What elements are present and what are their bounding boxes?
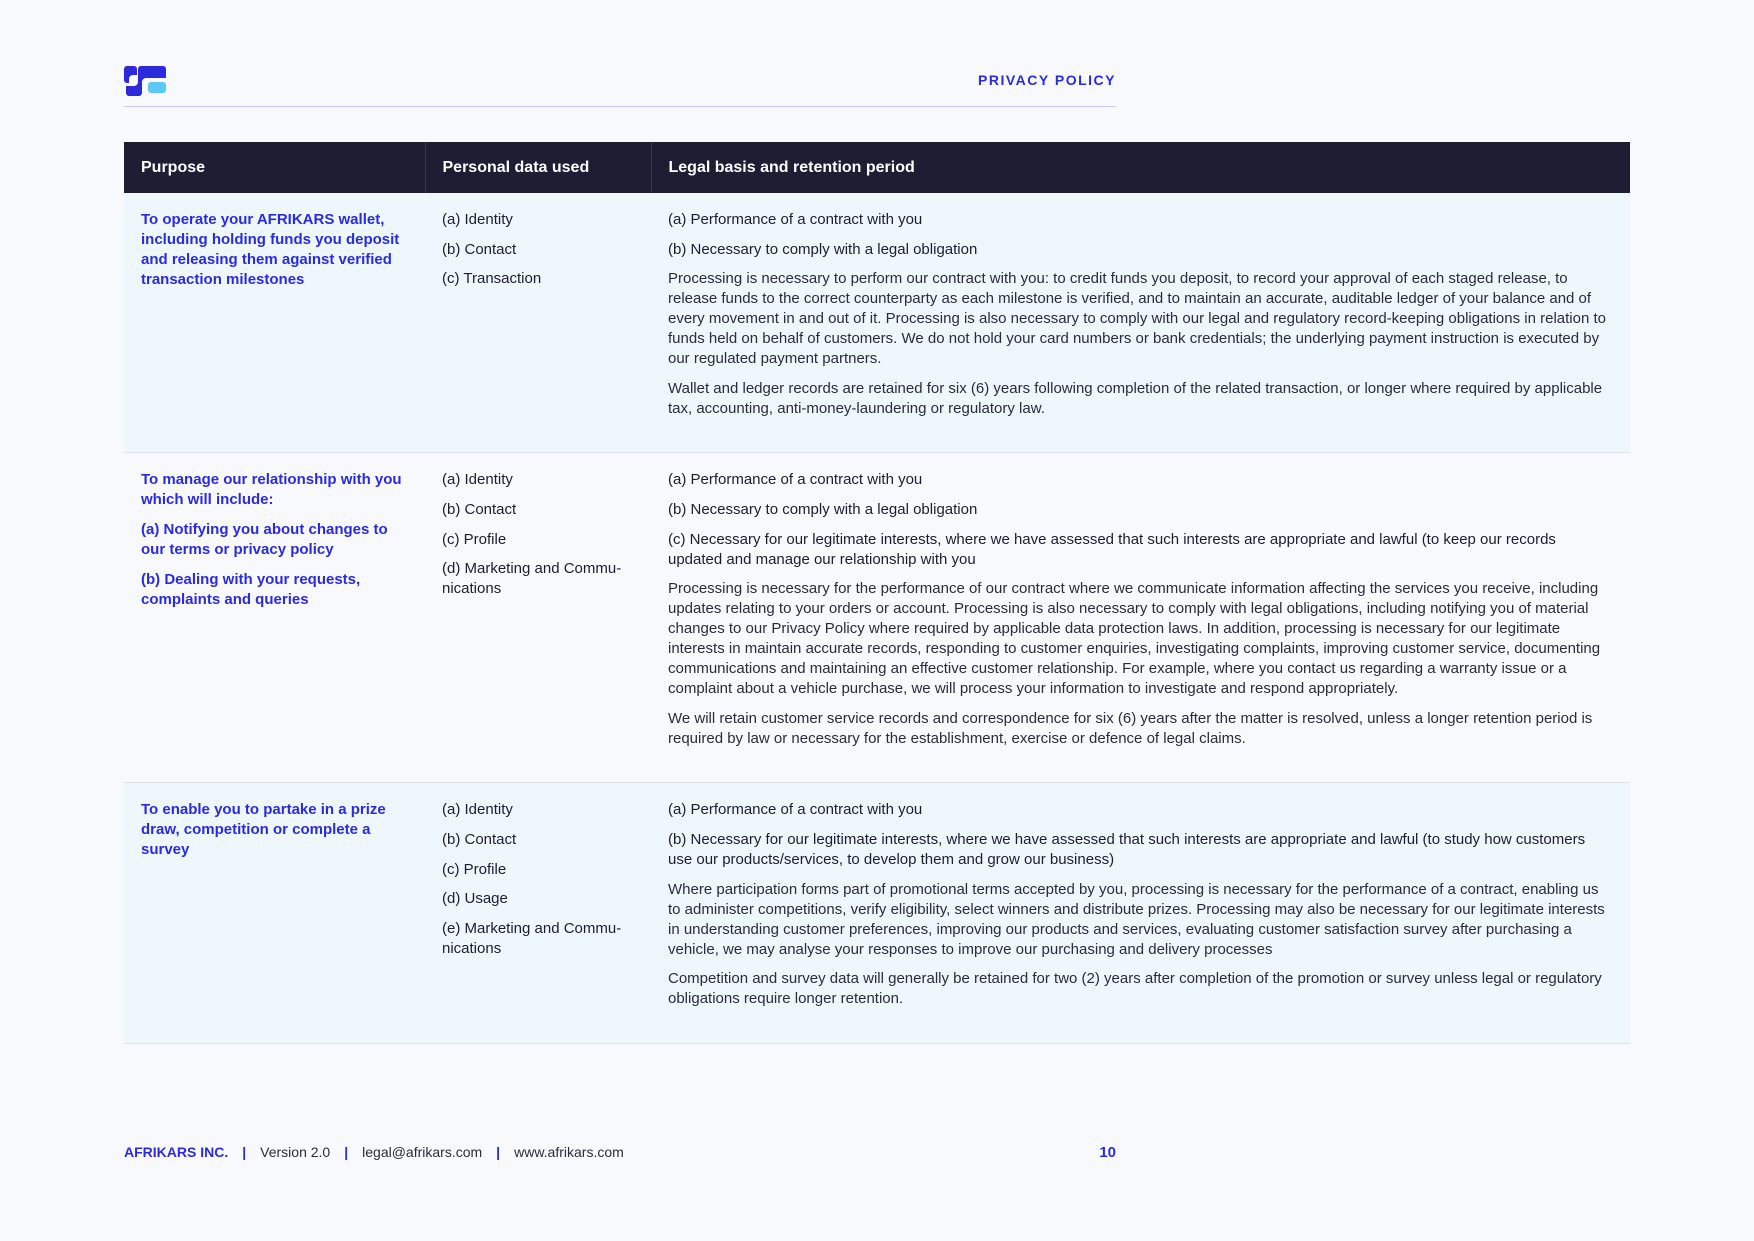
legal-basis-item: (c) Necessary for our legitimate interests, where we have assessed that such interests are appropriate and lawful (to keep our records updated and manage our relationship with you — [668, 530, 1556, 568]
personal-data-cell — [425, 193, 651, 453]
purpose-cell — [124, 783, 425, 1043]
column-header-personal-data: Personal data used — [425, 142, 651, 193]
personal-data-cell — [425, 453, 651, 783]
footer-email-link[interactable]: legal@afrikars.com — [362, 1144, 483, 1160]
column-header-legal-basis: Legal basis and retention period — [651, 142, 1630, 193]
purpose-text: (b) Dealing with your requests, complaints and queries — [141, 571, 361, 609]
retention-period: Competition and survey data will generally be retained for two (2) years after completion of the promotion or survey unless legal or regulatory obligations require longer retention. — [668, 970, 1602, 1008]
footer-separator: | — [496, 1144, 501, 1160]
data-category: (a) Identity — [442, 471, 513, 489]
retention-period: Wallet and ledger records are retained for six (6) years following completion of the related transaction, or longer where required by applicable tax, accounting, anti-money-laundering or regulatory law. — [668, 379, 1603, 417]
legal-basis-cell — [651, 453, 1630, 783]
footer-separator: | — [242, 1144, 247, 1160]
data-category: (c) Profile — [442, 860, 507, 878]
purpose-cell — [124, 453, 425, 783]
legal-basis-item: (a) Performance of a contract with you — [668, 471, 923, 489]
legal-basis-cell — [651, 783, 1630, 1043]
data-category: (d) Usage — [442, 890, 508, 908]
legal-basis-item: (b) Necessary to comply with a legal obligation — [668, 240, 978, 258]
data-category: (b) Contact — [442, 830, 517, 848]
legal-basis-item: (b) Necessary to comply with a legal obligation — [668, 500, 978, 518]
data-category: (b) Contact — [442, 500, 517, 518]
purpose-text: To operate your AFRIKARS wallet, including holding funds you deposit and releasing them against verified transaction milestones — [141, 211, 400, 288]
data-category: (a) Identity — [442, 211, 513, 228]
retention-period: We will retain customer service records and correspondence for six (6) years after the matter is resolved, unless a longer retention period is required by law or necessary for the establishment, exercise or defence of legal claims. — [668, 709, 1593, 747]
page-header — [124, 62, 1116, 107]
legal-explanation: Where participation forms part of promotional terms accepted by you, processing is necessary for the performance of a contract, enabling us to administer competitions, verify eligibility, select winners and distribute prizes. Processing may also be necessary for our legitimate interests in understanding customer preferences, improving our products and services, evaluating customer satisfaction survey after purchasing a vehicle, we may analyse your responses to improve our purchasing and delivery processes — [668, 880, 1605, 958]
legal-basis-item: (a) Performance of a contract with you — [668, 211, 923, 228]
legal-basis-cell — [651, 193, 1630, 453]
purpose-cell — [124, 193, 425, 453]
purpose-table — [124, 142, 1630, 1044]
column-header-purpose: Purpose — [124, 142, 425, 193]
legal-basis-item: (a) Performance of a contract with you — [668, 801, 923, 819]
page-number: 10 — [1099, 1144, 1116, 1161]
footer-version: Version 2.0 — [260, 1144, 331, 1160]
data-category: (d) Marketing and Commu-nications — [442, 560, 622, 598]
data-category: (c) Profile — [442, 530, 507, 548]
personal-data-cell — [425, 783, 651, 1043]
table-row — [124, 193, 1630, 453]
legal-explanation: Processing is necessary to perform our contract with you: to credit funds you deposit, to record your approval of each staged release, to release funds to the correct counterparty as each milestone is verified, and to maintain an accurate, auditable ledger of your balance and of every movement in and out of it. Processing is also necessary to comply with our legal and regulatory record-keeping obligations in relation to funds held on behalf of customers. We do not hold your card numbers or bank credentials; the underlying payment instruction is executed by our regulated payment partners. — [668, 270, 1606, 368]
data-category: (a) Identity — [442, 801, 513, 819]
footer-separator: | — [344, 1144, 349, 1160]
afrikars-logo-icon — [124, 66, 166, 96]
data-category: (b) Contact — [442, 240, 517, 258]
table-row — [124, 453, 1630, 783]
table-row — [124, 783, 1630, 1043]
footer-company: AFRIKARS INC. — [124, 1144, 229, 1160]
data-category: (c) Transaction — [442, 270, 542, 288]
footer-website-link[interactable]: www.afrikars.com — [514, 1144, 624, 1160]
purpose-text: To enable you to partake in a prize draw, competition or complete a survey — [141, 801, 386, 859]
document-title: PRIVACY POLICY — [978, 72, 1116, 88]
data-category: (e) Marketing and Commu-nications — [442, 919, 622, 957]
purpose-text: (a) Notifying you about changes to our terms or privacy policy — [141, 521, 388, 559]
table-header-row — [124, 142, 1630, 193]
legal-explanation: Processing is necessary for the performance of our contract where we communicate information affecting the services you receive, including updates relating to your orders or account. Processing is also necessary to comply with legal obligations, including notifying you of material changes to our Privacy Policy where required by applicable data protection laws. In addition, processing is necessary for our legitimate interests in maintain accurate records, responding to customer enquiries, investigating complaints, improving customer service, documenting communications and maintaining an effective customer relationship. For example, where you contact us regarding a warranty issue or a complaint about a vehicle purchase, we will process your information to investigate and respond appropriately. — [668, 580, 1601, 698]
purpose-text: To manage our relationship with you which will include: — [141, 471, 402, 509]
page-footer — [124, 1144, 1116, 1166]
legal-basis-item: (b) Necessary for our legitimate interests, where we have assessed that such interests are appropriate and lawful (to study how customers use our products/services, to develop them and grow our business) — [668, 830, 1586, 868]
